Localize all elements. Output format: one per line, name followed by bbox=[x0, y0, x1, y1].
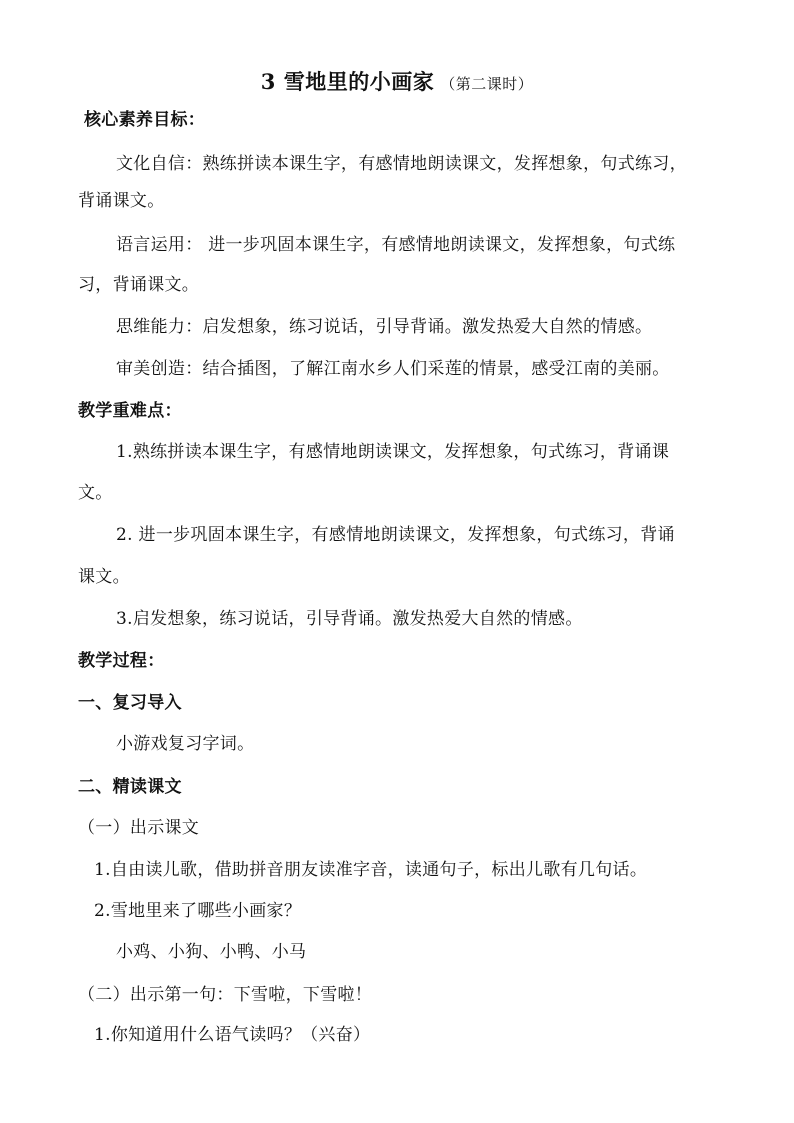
section-heading-key-points: 教学重难点： bbox=[78, 401, 182, 421]
key-point-1-line-2: 文。 bbox=[78, 483, 113, 503]
section-heading-process: 教学过程： bbox=[78, 651, 165, 671]
key-point-1-line-1: 1.熟练拼读本课生字，有感情地朗读课文，发挥想象，句式练习，背诵课 bbox=[116, 442, 670, 462]
goal-aesthetic: 审美创造：结合插图，了解江南水乡人们采莲的情景，感受江南的美丽。 bbox=[116, 359, 670, 379]
key-point-3: 3.启发想象，练习说话，引导背诵。激发热爱大自然的情感。 bbox=[116, 609, 583, 629]
subsection-show-text: （一）出示课文 bbox=[78, 818, 200, 838]
lesson-title-main: 3 雪地里的小画家 bbox=[260, 69, 435, 94]
key-point-2-line-2: 课文。 bbox=[78, 567, 130, 587]
section-heading-goals: 核心素养目标： bbox=[84, 110, 206, 130]
part-heading-close-reading: 二、精读课文 bbox=[78, 777, 182, 797]
goal-cultural-line-1: 文化自信：熟练拼读本课生字，有感情地朗读课文，发挥想象，句式练习， bbox=[116, 154, 687, 174]
goal-cultural-line-2: 背诵课文。 bbox=[78, 191, 165, 211]
part-heading-review: 一、复习导入 bbox=[78, 693, 182, 713]
goal-language-line-1: 语言运用： 进一步巩固本课生字，有感情地朗读课文，发挥想象，句式练 bbox=[116, 235, 676, 255]
key-point-2-line-1: 2. 进一步巩固本课生字，有感情地朗读课文，发挥想象，句式练习，背诵 bbox=[116, 525, 675, 545]
lesson-title bbox=[0, 66, 794, 96]
part-review-text: 小游戏复习字词。 bbox=[116, 734, 255, 754]
subsection-first-sentence: （二）出示第一句：下雪啦，下雪啦！ bbox=[78, 985, 373, 1005]
subsection-2-item-1: 1.你知道用什么语气读吗？（兴奋） bbox=[94, 1025, 371, 1045]
goal-thinking: 思维能力：启发想象，练习说话，引导背诵。激发热爱大自然的情感。 bbox=[116, 317, 653, 337]
goal-language-line-2: 习，背诵课文。 bbox=[78, 275, 200, 295]
lesson-title-note: （第二课时） bbox=[440, 75, 534, 93]
subsection-1-item-2-answer: 小鸡、小狗、小鸭、小马 bbox=[116, 942, 307, 962]
subsection-1-item-2: 2.雪地里来了哪些小画家？ bbox=[94, 901, 302, 921]
subsection-1-item-1: 1.自由读儿歌，借助拼音朋友读准字音，读通句子，标出儿歌有几句话。 bbox=[94, 860, 648, 880]
